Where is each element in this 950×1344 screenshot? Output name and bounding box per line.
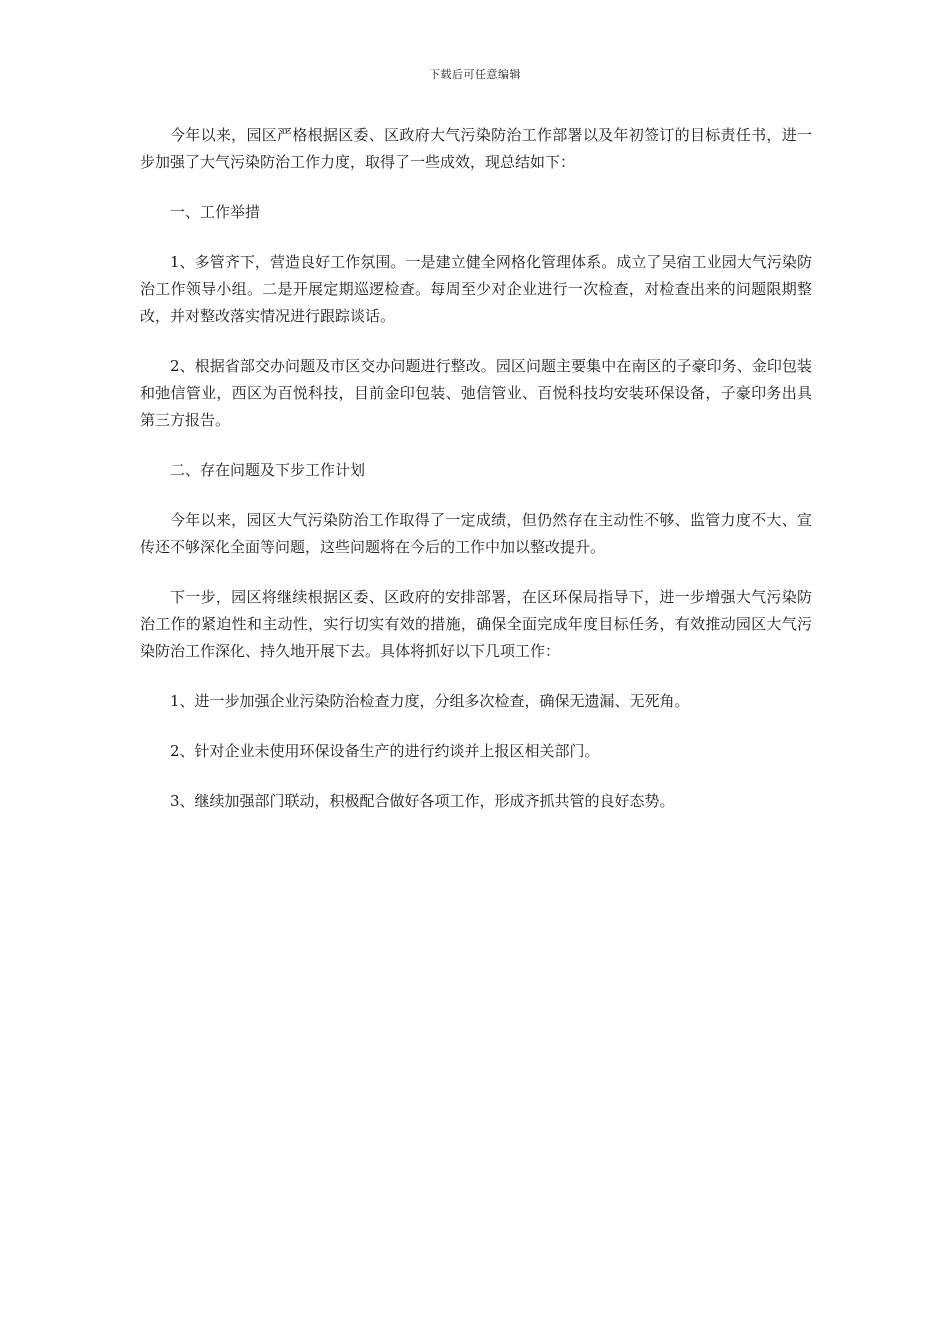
intro-paragraph: 今年以来，园区严格根据区委、区政府大气污染防治工作部署以及年初签订的目标责任书，进一步加强了大气污染防治工作力度，取得了一些成效，现总结如下： — [140, 126, 812, 171]
measure-item-1: 1、多管齐下，营造良好工作氛围。一是建立健全网格化管理体系。成立了吴宿工业园大气污染防治工作领导小组。二是开展定期巡逻检查。每周至少对企业进行一次检查，对检查出来的问题限期整改，并对整改落实情况进行跟踪谈话。 — [140, 253, 812, 325]
plan-item-3: 3、继续加强部门联动，积极配合做好各项工作，形成齐抓共管的良好态势。 — [170, 792, 675, 810]
section-heading-problems: 二、存在问题及下步工作计划 — [170, 461, 366, 479]
document-body — [140, 122, 812, 838]
plan-item-1: 1、进一步加强企业污染防治检查力度，分组多次检查，确保无遗漏、无死角。 — [170, 692, 690, 710]
problems-paragraph: 今年以来，园区大气污染防治工作取得了一定成绩，但仍然存在主动性不够、监管力度不大、宣传还不够深化全面等问题，这些问题将在今后的工作中加以整改提升。 — [140, 511, 812, 556]
measure-item-2: 2、根据省部交办问题及市区交办问题进行整改。园区问题主要集中在南区的子豪印务、金印包装和弛信管业，西区为百悦科技，目前金印包装、弛信管业、百悦科技均安装环保设备，子豪印务出具第三方报告。 — [140, 357, 812, 429]
header-note: 下载后可任意编辑 — [429, 68, 521, 81]
plan-item-2: 2、针对企业未使用环保设备生产的进行约谈并上报区相关部门。 — [170, 742, 600, 760]
section-heading-measures: 一、工作举措 — [170, 203, 261, 221]
next-steps-paragraph: 下一步，园区将继续根据区委、区政府的安排部署，在区环保局指导下，进一步增强大气污染防治工作的紧迫性和主动性，实行切实有效的措施，确保全面完成年度目标任务，有效推动园区大气污染防治工作深化、持久地开展下去。具体将抓好以下几项工作： — [140, 588, 812, 660]
